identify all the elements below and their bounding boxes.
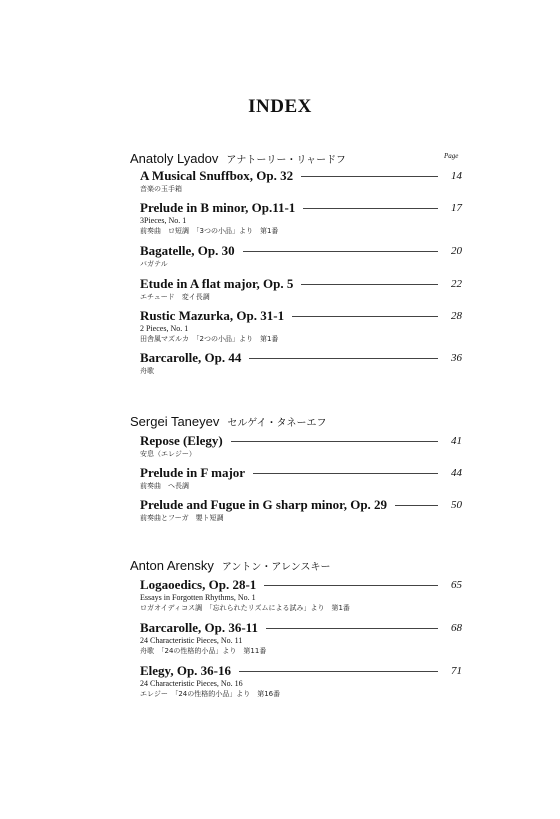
dot-leader [264, 585, 438, 586]
entry-page-number: 50 [451, 499, 462, 511]
dot-leader [303, 208, 438, 209]
index-entry[interactable] [140, 200, 462, 236]
entry-japanese-title: 安息（エレジー） [140, 450, 196, 458]
dot-leader [292, 316, 438, 317]
entry-title: Etude in A flat major, Op. 5 [140, 276, 294, 291]
page-title: INDEX [248, 96, 312, 117]
entry-page-number: 14 [451, 170, 462, 182]
entry-page-number: 17 [451, 202, 462, 214]
entry-page-number: 41 [451, 435, 462, 447]
entry-subtitle: 24 Characteristic Pieces, No. 11 [140, 636, 243, 645]
entry-title: Prelude in F major [140, 465, 246, 480]
composer-name: Anatoly Lyadov [130, 151, 219, 166]
entry-title: Barcarolle, Op. 36-11 [140, 620, 258, 635]
entry-title: Prelude and Fugue in G sharp minor, Op. 29 [140, 497, 388, 512]
composer-name-japanese: アントン・アレンスキー [221, 562, 331, 573]
index-entry[interactable] [140, 465, 462, 491]
entry-title: Logaoedics, Op. 28-1 [140, 577, 257, 592]
entry-japanese-title: エチュード 変イ長調 [140, 293, 210, 301]
entry-page-number: 44 [451, 467, 462, 479]
entry-title: Elegy, Op. 36-16 [140, 663, 232, 678]
entry-page-number: 28 [451, 310, 462, 322]
entry-japanese-title: ロガオイディコス調 「忘れられたリズムによる試み」より 第1番 [140, 604, 350, 612]
dot-leader [243, 251, 438, 252]
entry-title: Repose (Elegy) [140, 433, 223, 448]
entry-page-number: 36 [451, 352, 462, 364]
composer-name-japanese: アナトーリー・リャードフ [226, 155, 346, 166]
entry-japanese-title: 音楽の玉手箱 [140, 185, 182, 193]
entry-title: A Musical Snuffbox, Op. 32 [140, 168, 294, 183]
entry-subtitle: Essays in Forgotten Rhythms, No. 1 [140, 593, 256, 602]
dot-leader [239, 671, 438, 672]
index-entry[interactable] [140, 168, 462, 194]
entry-japanese-title: 前奏曲 へ長調 [140, 482, 189, 490]
entry-title: Prelude in B minor, Op.11-1 [140, 200, 296, 215]
entry-page-number: 65 [451, 579, 462, 591]
index-entry[interactable] [140, 243, 462, 269]
entry-title: Rustic Mazurka, Op. 31-1 [140, 308, 285, 323]
dot-leader [231, 441, 438, 442]
composer-name-japanese: セルゲイ・タネーエフ [227, 418, 327, 429]
entry-page-number: 68 [451, 622, 462, 634]
index-entry[interactable] [140, 497, 462, 523]
entry-page-number: 71 [451, 665, 462, 677]
entry-japanese-title: 舟歌 「24の性格的小品」より 第11番 [140, 647, 267, 655]
composer-name: Sergei Taneyev [130, 414, 220, 429]
index-entry[interactable] [140, 276, 462, 302]
entry-japanese-title: 舟歌 [140, 367, 154, 375]
entry-title: Bagatelle, Op. 30 [140, 243, 235, 258]
entry-japanese-title: 前奏曲 ロ短調 「3つの小品」より 第1番 [140, 227, 279, 235]
entry-japanese-title: 前奏曲とフーガ 嬰ト短調 [140, 514, 224, 522]
index-entry[interactable] [140, 663, 462, 699]
page-column-header: Page [444, 152, 459, 160]
dot-leader [301, 176, 438, 177]
composer-heading [130, 151, 346, 166]
index-entry[interactable] [140, 620, 462, 656]
entry-japanese-title: 田舎風マズルカ 「2つの小品」より 第1番 [140, 335, 279, 343]
entry-subtitle: 24 Characteristic Pieces, No. 16 [140, 679, 243, 688]
composer-heading [130, 558, 330, 573]
dot-leader [266, 628, 438, 629]
entry-subtitle: 3Pieces, No. 1 [140, 216, 187, 225]
index-entry[interactable] [140, 350, 462, 376]
dot-leader [253, 473, 438, 474]
entry-page-number: 20 [451, 245, 462, 257]
dot-leader [395, 505, 438, 506]
entry-page-number: 22 [451, 278, 462, 290]
composer-name: Anton Arensky [130, 558, 214, 573]
dot-leader [301, 284, 438, 285]
entry-subtitle: 2 Pieces, No. 1 [140, 324, 189, 333]
entry-japanese-title: バガテル [140, 260, 168, 268]
index-entry[interactable] [140, 577, 462, 613]
composer-heading [130, 414, 326, 429]
index-entry[interactable] [140, 308, 462, 344]
entry-title: Barcarolle, Op. 44 [140, 350, 242, 365]
entry-japanese-title: エレジー 「24の性格的小品」より 第16番 [140, 690, 281, 698]
dot-leader [249, 358, 438, 359]
index-entry[interactable] [140, 433, 462, 459]
